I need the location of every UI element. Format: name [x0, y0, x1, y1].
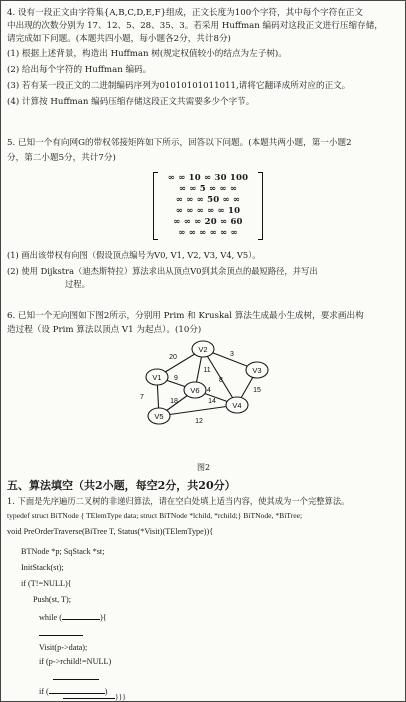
code-while-end: ){ — [99, 613, 107, 622]
blank-3[interactable] — [53, 670, 99, 680]
q6-line-2: 造过程（设 Prim 算法以顶点 V1 为起点）。(10分) — [7, 325, 202, 335]
code-if-1: if (T!=NULL){ — [21, 579, 72, 588]
matrix-row: ∞ ∞ ∞ ∞ ∞ 10 — [175, 206, 241, 216]
matrix-row: ∞ ∞ 10 ∞ 30 100 — [167, 173, 249, 183]
code-if-3-end: ) — [104, 687, 108, 696]
node-label-v3: V3 — [252, 366, 262, 375]
edge-v5-v4 — [159, 405, 237, 416]
matrix-row: ∞ ∞ 5 ∞ ∞ ∞ — [178, 184, 238, 194]
node-label-v6: V6 — [190, 386, 200, 395]
q4-sub-1: (1) 根据上述背景，构造出 Huffman 树(规定权值较小的结点为左子树)。 — [7, 49, 287, 59]
code-if-3: if ( — [39, 687, 49, 696]
matrix-left-bracket — [153, 172, 158, 240]
edge-weight-v2-v4: 8 — [219, 377, 223, 384]
node-label-v1: V1 — [152, 373, 162, 382]
code-visit: Visit(p->data); — [39, 643, 88, 652]
code-blank-line-2 — [39, 626, 83, 640]
blank-5[interactable] — [63, 691, 115, 699]
undirected-graph-figure — [129, 337, 279, 457]
code-end-line — [63, 691, 126, 702]
q4-line-3: 请完成如下问题。(本题共四小题，每小题各2分，共计8分) — [7, 34, 231, 44]
q4-sub-2: (2) 给出每个字符的 Huffman 编码。 — [7, 65, 152, 75]
matrix-row: ∞ ∞ ∞ ∞ ∞ ∞ — [178, 228, 238, 238]
code-if-2: if (p->rchild!=NULL) — [39, 657, 112, 666]
blank-1[interactable] — [62, 610, 100, 620]
node-label-v4: V4 — [232, 401, 242, 410]
q5-sub-2: (2) 使用 Dijkstra（迪杰斯特拉）算法求出从顶点V0到其余顶点的最短路径，并写出 — [7, 266, 318, 276]
code-end: }}} — [115, 692, 126, 701]
node-label-v5: V5 — [154, 412, 164, 421]
edge-weight-v1-v5: 7 — [140, 394, 144, 401]
adjacency-matrix — [153, 172, 263, 240]
blank-2[interactable] — [39, 626, 83, 636]
q4-sub-3: (3) 若有某一段正文的二进制编码序列为01010101011011,请将它翻译成所对应的正文。 — [7, 81, 351, 91]
matrix-right-bracket — [258, 172, 263, 240]
code-signature: void PreOrderTraverse(BiTree T, Status(*Visit)(TElemType)){ — [7, 527, 214, 536]
edge-weight-v5-v4: 12 — [195, 418, 203, 425]
code-blank-line-3 — [53, 670, 99, 684]
q5-sub-2-cont: 过程。 — [65, 279, 90, 289]
code-typedef: typedef struct BiTNode { TElemType data; struct BiTNode *lchild, *rchild;} BiTNode, *BiTree; — [7, 511, 303, 520]
code-decl-1: BTNode *p; SqStack *st; — [21, 547, 105, 556]
q4-sub-4: (4) 计算按 Huffman 编码压缩存储这段正文共需要多少个字节。 — [7, 97, 255, 107]
edge-weight-v1-v6: 9 — [174, 375, 178, 382]
q4-line-2: 中出现的次数分别为 17、12、5、28、35、3。若采用 Huffman 编码对这段正文进行压缩存储， — [7, 21, 383, 31]
edge-weight-v1-v2: 20 — [169, 354, 177, 361]
code-push: Push(st, T); — [33, 595, 72, 604]
node-label-v2: V2 — [198, 345, 208, 354]
q6-line-1: 6. 已知一个无向图如下图2所示，分别用 Prim 和 Kruskal 算法生成最小生成树，要求画出构 — [7, 311, 364, 321]
edge-weight-v6-v4: 14 — [208, 398, 216, 405]
edge-weight-v6-v4-b: 4 — [207, 387, 211, 394]
matrix-row: ∞ ∞ ∞ 20 ∞ 60 — [173, 217, 243, 227]
section-heading: 五、算法填空（共2小题，每空2分，共20分） — [7, 479, 236, 492]
q5-line-2: 分，第二小题5分，共计7分) — [7, 153, 116, 163]
q5-sub-1: (1) 画出该带权有向图（假设顶点编号为V0, V1, V2, V3, V4, V5）。 — [7, 250, 261, 260]
figure-caption: 图2 — [197, 463, 211, 472]
code-decl-2: InitStack(st); — [21, 563, 64, 572]
edge-weight-v4-v3: 15 — [253, 387, 261, 394]
edge-weight-v2-v3: 3 — [230, 351, 234, 358]
q4-line-1: 4. 设有一段正文由字符集{A,B,C,D,E,F}组成，正文长度为100个字符，其中每个字符在正文 — [7, 8, 363, 18]
code-while: while ( — [39, 613, 62, 622]
edge-weight-v2-v6: 11 — [203, 367, 211, 374]
q5-line-1: 5. 已知一个有向网G的带权邻接矩阵如下所示，回答以下问题。(本题共两小题，第一小题2 — [7, 138, 352, 148]
edge-weight-v5-v6: 18 — [170, 398, 178, 405]
matrix-row: ∞ ∞ ∞ 50 ∞ ∞ — [175, 195, 241, 205]
section-intro: 1. 下面是先序遍历二叉树的非递归算法，请在空白处填上适当内容，使其成为一个完整算法。 — [7, 496, 350, 506]
code-while-line — [39, 610, 107, 624]
